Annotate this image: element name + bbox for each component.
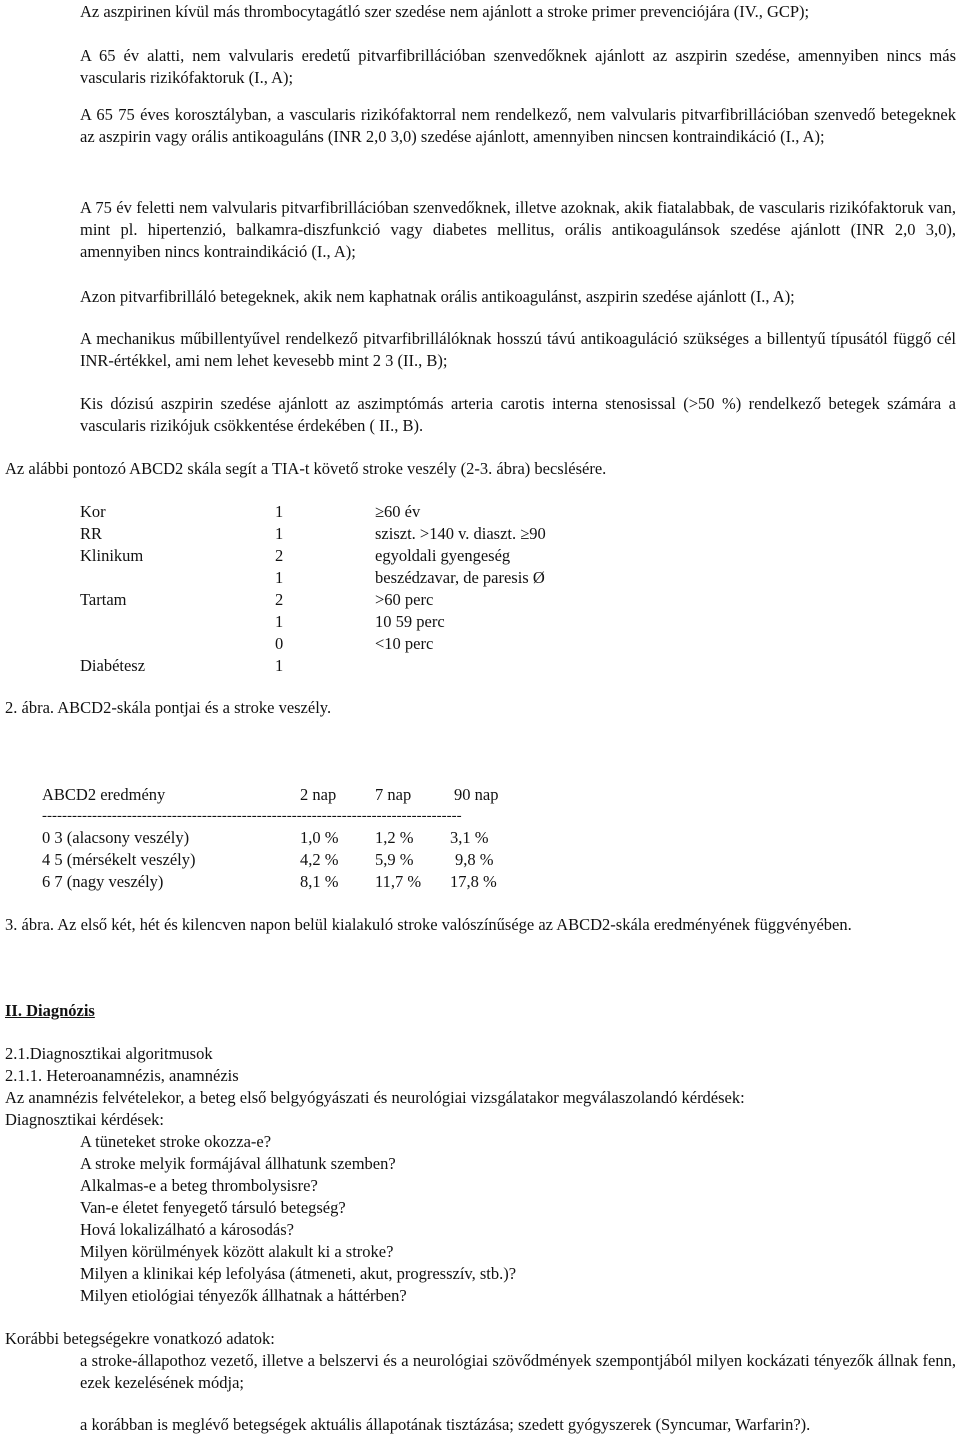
result-2day: 8,1 % — [300, 872, 339, 891]
result-score-range: 4 5 (mérsékelt veszély) — [42, 850, 196, 869]
recommendation-paragraph: A mechanikus műbillentyűvel rendelkező pitvarfibrillálóknak hosszú távú antikoaguláció szükséges a billentyű típusától függő cél INR-értékkel, ami nem lehet kevesebb mint 2 3 (II., B); — [80, 329, 956, 370]
figure-3-caption: 3. ábra. Az első két, hét és kilencven napon belül kialakuló stroke valószínűsége az ABCD2-skála eredményének függvényében. — [5, 915, 852, 934]
figure-2-caption: 2. ábra. ABCD2-skála pontjai és a stroke veszély. — [5, 698, 332, 717]
result-2day: 4,2 % — [300, 850, 339, 869]
question-item: Milyen körülmények között alakult ki a stroke? — [80, 1242, 394, 1261]
score-points: 1 — [275, 502, 284, 521]
score-description: 10 59 perc — [375, 612, 445, 631]
result-7day: 1,2 % — [375, 828, 414, 847]
score-description: sziszt. >140 v. diaszt. ≥90 — [375, 524, 546, 543]
recommendation-paragraph: Kis dózisú aszpirin szedése ajánlott az aszimptómás arteria carotis interna stenosissal (>50 %) rendelkező betegek számára a vascularis rizikójuk csökkentése érdekében ( II., B). — [80, 394, 956, 435]
score-points: 2 — [275, 546, 284, 565]
question-item: Milyen a klinikai kép lefolyása (átmeneti, akut, progresszív, stb.)? — [80, 1264, 517, 1283]
prior-diseases-title: Korábbi betegségekre vonatkozó adatok: — [5, 1329, 275, 1348]
score-points: 0 — [275, 634, 284, 653]
score-criterion: RR — [80, 524, 103, 543]
question-item: Milyen etiológiai tényezők állhatnak a háttérben? — [80, 1286, 407, 1305]
recommendation-paragraph: A 65 75 éves korosztályban, a vascularis rizikófaktorral nem rendelkező, nem valvularis pitvarfibrillációban szenvedő betegeknek az aszpirin vagy orális antikoaguláns (INR 2,0 3,0) szedése ajánlott, amennyiben nincsen kontraindikáció (I., A); — [80, 105, 956, 146]
separator-line — [42, 805, 542, 827]
score-table — [80, 501, 640, 677]
separator-text: ------------------------------------------------------------------------------------ — [42, 808, 462, 824]
questions-title: Diagnosztikai kérdések: — [5, 1110, 164, 1129]
score-description: egyoldali gyengeség — [375, 546, 511, 565]
result-score-range: 0 3 (alacsony veszély) — [42, 828, 190, 847]
score-points: 2 — [275, 590, 284, 609]
result-2day: 1,0 % — [300, 828, 339, 847]
result-header: 90 nap — [454, 785, 499, 804]
recommendation-paragraph: A 75 év feletti nem valvularis pitvarfibrillációban szenvedőknek, illetve azoknak, akik fiatalabbak, de vascularis rizikófaktoruk van, mint pl. hipertenzió, balkamra-diszfunkció vagy diabetes mellitus, orális antikoagulánsok szedése ajánlott (INR 2,0 3,0), amennyiben nincs kontraindikáció (I., A); — [80, 198, 956, 261]
recommendation-paragraph: A 65 év alatti, nem valvularis eredetű pitvarfibrillációban szenvedőknek ajánlott az aszpirin szedése, amennyiben nincs más vascularis rizikófaktoruk (I., A); — [80, 46, 956, 87]
result-header: 2 nap — [300, 785, 337, 804]
subsection-title: 2.1.1. Heteroanamnézis, anamnézis — [5, 1066, 239, 1085]
score-criterion: Klinikum — [80, 546, 144, 565]
result-7day: 5,9 % — [375, 850, 414, 869]
recommendation-paragraph: Az aszpirinen kívül más thrombocytagátló szer szedése nem ajánlott a stroke primer prevenciójára (IV., GCP); — [80, 2, 810, 21]
question-item: A tüneteket stroke okozza-e? — [80, 1132, 272, 1151]
result-7day: 11,7 % — [375, 872, 422, 891]
question-item: Van-e életet fenyegető társuló betegség? — [80, 1198, 346, 1217]
result-90day: 3,1 % — [450, 828, 489, 847]
score-criterion: Diabétesz — [80, 656, 146, 675]
section-title: II. Diagnózis — [5, 1001, 95, 1020]
result-score-range: 6 7 (nagy veszély) — [42, 872, 164, 891]
score-description: >60 perc — [375, 590, 434, 609]
score-criterion: Kor — [80, 502, 106, 521]
score-points: 1 — [275, 524, 284, 543]
subsection-title: 2.1.Diagnosztikai algoritmusok — [5, 1044, 213, 1063]
abcd2-intro: Az alábbi pontozó ABCD2 skála segít a TIA-t követő stroke veszély (2-3. ábra) becslésére. — [5, 459, 607, 478]
question-item: Alkalmas-e a beteg thrombolysisre? — [80, 1176, 318, 1195]
prior-item: a korábban is meglévő betegségek aktuális állapotának tisztázása; szedett gyógyszerek (Syncumar, Warfarin?). — [80, 1415, 811, 1434]
result-header: ABCD2 eredmény — [42, 785, 166, 804]
recommendation-paragraph: Azon pitvarfibrilláló betegeknek, akik nem kaphatnak orális antikoagulánst, aszpirin szedése ajánlott (I., A); — [80, 287, 795, 306]
score-description: ≥60 év — [375, 502, 421, 521]
question-item: A stroke melyik formájával állhatunk szemben? — [80, 1154, 396, 1173]
score-points: 1 — [275, 612, 284, 631]
score-description: beszédzavar, de paresis Ø — [375, 568, 545, 587]
question-item: Hová lokalizálható a károsodás? — [80, 1220, 294, 1239]
prior-item: a stroke-állapothoz vezető, illetve a belszervi és a neurológiai szövődmények szempontjából milyen kockázati tényezők állnak fenn, ezek kezelésének módja; — [80, 1351, 956, 1392]
result-header: 7 nap — [375, 785, 412, 804]
score-points: 1 — [275, 568, 284, 587]
result-90day: 9,8 % — [455, 850, 494, 869]
anamnesis-intro: Az anamnézis felvételekor, a beteg első belgyógyászati és neurológiai vizsgálatakor megválaszolandó kérdések: — [5, 1088, 745, 1107]
result-90day: 17,8 % — [450, 872, 497, 891]
score-points: 1 — [275, 656, 284, 675]
score-criterion: Tartam — [80, 590, 127, 609]
score-description: <10 perc — [375, 634, 434, 653]
result-table — [42, 784, 562, 894]
